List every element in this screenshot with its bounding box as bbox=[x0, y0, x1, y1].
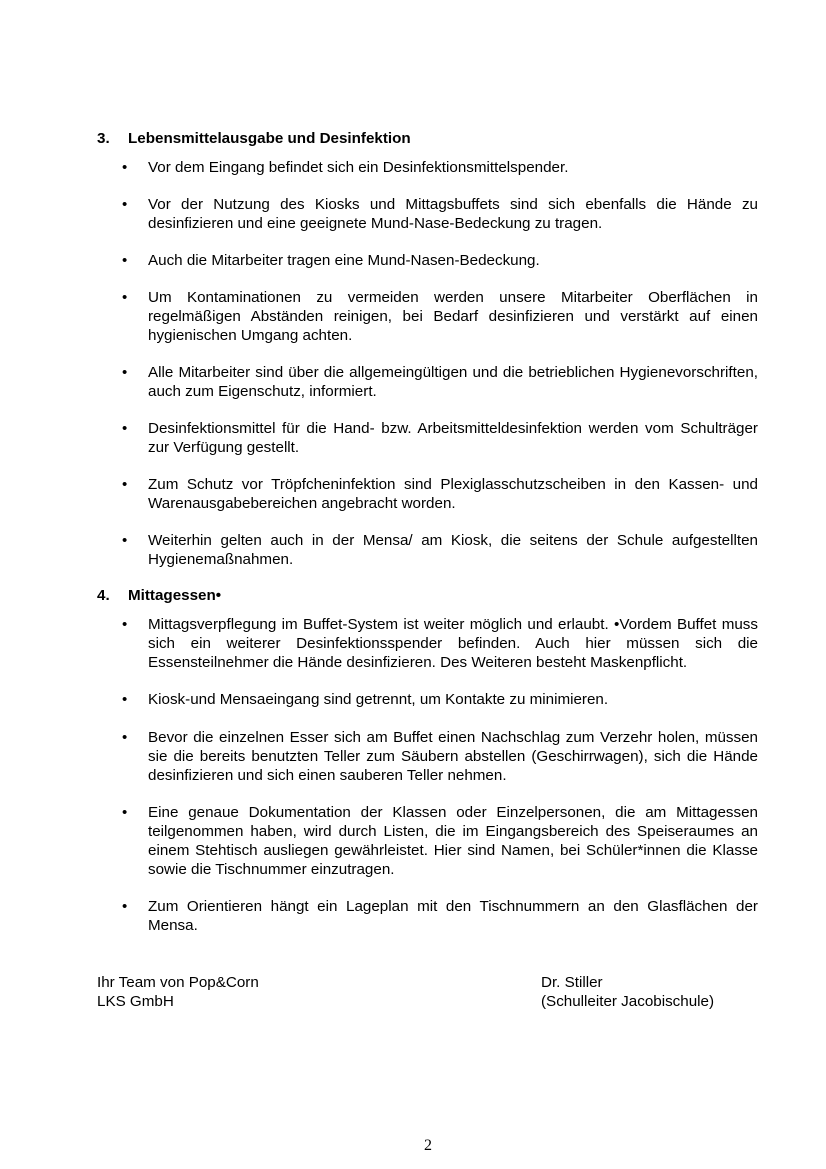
list-item-text: Zum Schutz vor Tröpfcheninfektion sind Plexiglasschutzscheiben in den Kassen- und Warenausgabebereichen angebracht worden. bbox=[148, 476, 758, 512]
bullet-icon: • bbox=[122, 804, 128, 821]
bullet-icon: • bbox=[122, 898, 128, 915]
list-item bbox=[122, 728, 758, 785]
signature-left-line2: LKS GmbH bbox=[97, 993, 174, 1010]
list-item-text: Bevor die einzelnen Esser sich am Buffet einen Nachschlag zum Verzehr holen, müssen sie die bereits benutzten Teller zum Säubern abstellen (Geschirrwagen), sich die Hände desinfizieren und sich einen sauberen Teller nehmen. bbox=[148, 729, 758, 784]
bullet-icon: • bbox=[122, 691, 128, 708]
list-item bbox=[122, 897, 758, 935]
section-number: 4. bbox=[97, 587, 110, 604]
bullet-icon: • bbox=[122, 289, 128, 306]
list-item bbox=[122, 690, 758, 709]
bullet-icon: • bbox=[122, 196, 128, 213]
list-item-text: Desinfektionsmittel für die Hand- bzw. Arbeitsmitteldesinfektion werden vom Schulträger zur Verfügung gestellt. bbox=[148, 420, 758, 456]
bullet-icon: • bbox=[122, 532, 128, 549]
list-item-text: Kiosk-und Mensaeingang sind getrennt, um Kontakte zu minimieren. bbox=[148, 691, 609, 708]
section-heading-3 bbox=[97, 129, 411, 148]
section-heading-4 bbox=[97, 586, 221, 605]
signature-left bbox=[97, 973, 259, 1011]
list-item-text: Auch die Mitarbeiter tragen eine Mund-Nasen-Bedeckung. bbox=[148, 252, 540, 269]
list-item-text: Zum Orientieren hängt ein Lageplan mit den Tischnummern an den Glasflächen der Mensa. bbox=[148, 898, 758, 934]
list-item-text: Eine genaue Dokumentation der Klassen oder Einzelpersonen, die am Mittagessen teilgenommen haben, wird durch Listen, die im Eingangsbereich des Speiseraumes an einem Stehtisch ausliegen gewährleistet. Hier sind Namen, bei Schüler*innen die Klasse sowie die Tischnummer einzutragen. bbox=[148, 804, 758, 878]
list-item-text: Vor dem Eingang befindet sich ein Desinfektionsmittelspender. bbox=[148, 159, 569, 176]
list-item bbox=[122, 195, 758, 233]
bullet-icon: • bbox=[122, 476, 128, 493]
list-item bbox=[122, 363, 758, 401]
signature-right-line2: (Schulleiter Jacobischule) bbox=[541, 993, 715, 1010]
list-item-text: Vor der Nutzung des Kiosks und Mittagsbuffets sind sich ebenfalls die Hände zu desinfizieren und eine geeignete Mund-Nase-Bedeckung zu tragen. bbox=[148, 196, 758, 232]
list-item bbox=[122, 531, 758, 569]
list-item bbox=[122, 475, 758, 513]
list-item bbox=[122, 615, 758, 672]
section-number: 3. bbox=[97, 130, 110, 147]
signature-left-line1: Ihr Team von Pop&Corn bbox=[97, 974, 259, 991]
list-item bbox=[122, 288, 758, 345]
list-item bbox=[122, 251, 758, 270]
bullet-icon: • bbox=[122, 364, 128, 381]
list-item-text: Mittagsverpflegung im Buffet-System ist weiter möglich und erlaubt. •Vordem Buffet muss sich ein weiterer Desinfektionsspender befinden. Auch hier müssen sich die Essensteilnehmer die Hände desinfizieren. Des Weiteren besteht Maskenpflicht. bbox=[148, 616, 758, 671]
signature-right-line1: Dr. Stiller bbox=[541, 974, 603, 991]
signature-right bbox=[541, 973, 714, 1011]
bullet-icon: • bbox=[122, 616, 128, 633]
page-number: 2 bbox=[424, 1137, 432, 1154]
bullet-icon: • bbox=[122, 729, 128, 746]
list-item bbox=[122, 419, 758, 457]
list-item-text: Alle Mitarbeiter sind über die allgemeingültigen und die betrieblichen Hygienevorschriften, auch zum Eigenschutz, informiert. bbox=[148, 364, 758, 400]
section-title: Lebensmittelausgabe und Desinfektion bbox=[128, 130, 411, 147]
section-title: Mittagessen• bbox=[128, 587, 222, 604]
list-item bbox=[122, 803, 758, 879]
bullet-icon: • bbox=[122, 420, 128, 437]
list-item bbox=[122, 158, 758, 177]
list-item-text: Weiterhin gelten auch in der Mensa/ am Kiosk, die seitens der Schule aufgestellten Hygienemaßnahmen. bbox=[148, 532, 758, 568]
bullet-icon: • bbox=[122, 252, 128, 269]
list-item-text: Um Kontaminationen zu vermeiden werden unsere Mitarbeiter Oberflächen in regelmäßigen Abständen reinigen, bei Bedarf desinfizieren und verstärkt auf einen hygienischen Umgang achten. bbox=[148, 289, 758, 344]
bullet-icon: • bbox=[122, 159, 128, 176]
